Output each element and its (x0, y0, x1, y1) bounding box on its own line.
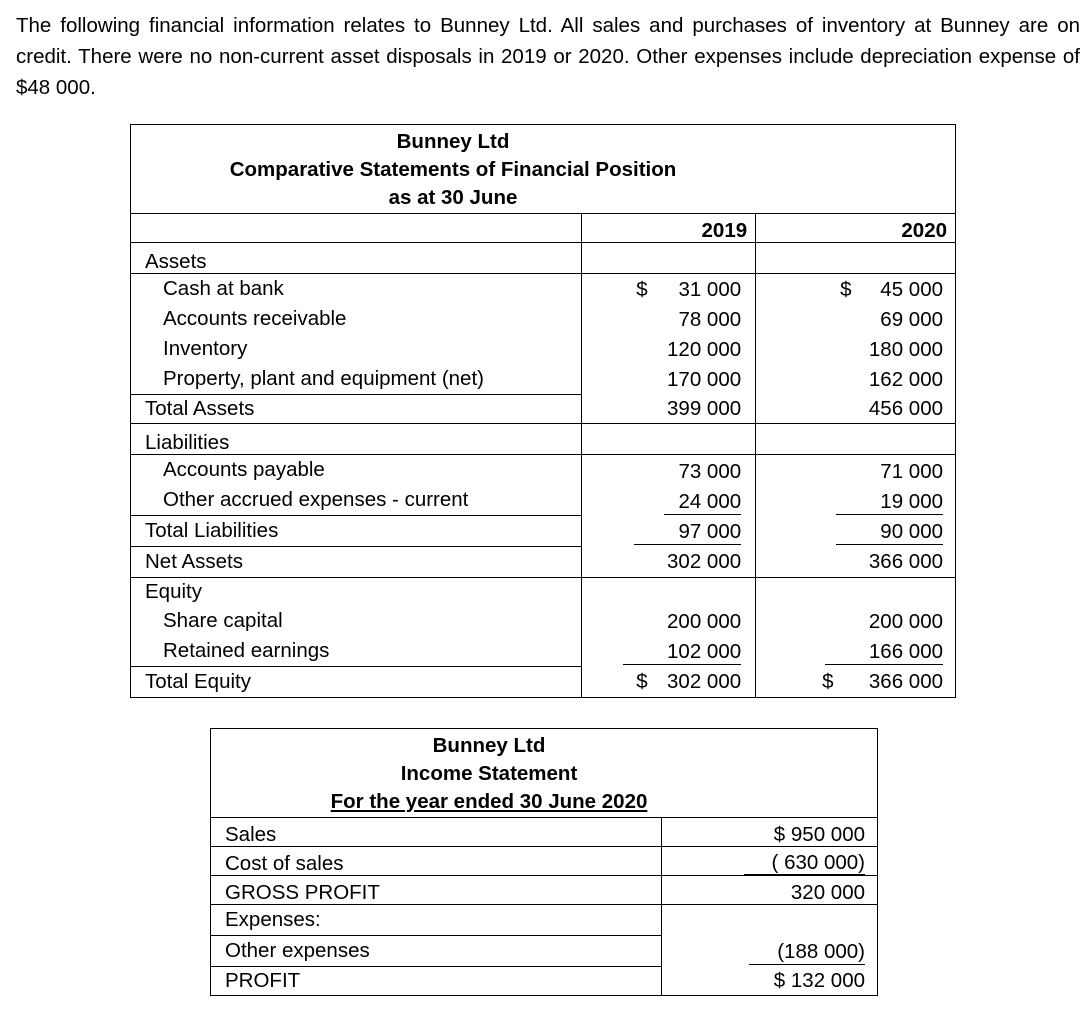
row-label: PROFIT (225, 969, 301, 992)
header-2019: 2019 (582, 214, 756, 243)
value-cell: 180 000 (868, 338, 943, 361)
value-cell: 19 000 (836, 490, 943, 515)
value-cell: 366 000 (868, 550, 943, 573)
equity-heading: Equity (145, 580, 202, 603)
value-cell: 73 000 (678, 460, 742, 483)
row-label: Cost of sales (211, 847, 662, 876)
value-cell: ( 630 000) (744, 852, 865, 875)
currency-symbol: $ (822, 670, 834, 693)
sfp-title: Comparative Statements of Financial Position (229, 158, 677, 181)
value-cell: 366 000 (868, 670, 943, 693)
row-label: Accounts receivable (163, 307, 347, 330)
value-cell: 200 000 (667, 610, 742, 633)
row-label: Net Assets (145, 550, 243, 573)
value-cell: $ 132 000 (773, 969, 865, 992)
header-2020: 2020 (756, 214, 956, 243)
currency-symbol: $ (840, 278, 852, 301)
value-cell: 45 000 (880, 278, 943, 301)
row-label: Total Assets (145, 397, 255, 420)
value-cell: 31 000 (678, 278, 742, 301)
income-statement (210, 728, 878, 996)
value-cell: 97 000 (634, 520, 741, 545)
value-cell: 24 000 (664, 490, 741, 515)
value-cell: 302 000 (667, 550, 742, 573)
row-label: Total Equity (145, 670, 251, 693)
is-title-block (211, 729, 878, 818)
is-company: Bunney Ltd (432, 734, 546, 757)
row-label: Share capital (163, 609, 283, 632)
row-label: Sales (211, 818, 662, 847)
assets-heading: Assets (131, 243, 582, 274)
value-cell: $ 950 000 (662, 818, 878, 847)
row-label: Expenses: (211, 905, 661, 936)
row-label: Other expenses (211, 936, 661, 967)
row-label: GROSS PROFIT (211, 876, 662, 905)
sfp-company: Bunney Ltd (396, 130, 510, 153)
value-cell: 71 000 (880, 460, 943, 483)
value-cell: 320 000 (662, 876, 878, 905)
value-cell: 456 000 (868, 397, 943, 420)
row-label: Accounts payable (163, 458, 325, 481)
liabilities-heading: Liabilities (131, 424, 582, 455)
row-label: Other accrued expenses - current (131, 485, 581, 516)
currency-symbol: $ (636, 278, 648, 301)
value-cell: 102 000 (623, 640, 741, 665)
value-cell: 90 000 (836, 520, 943, 545)
value-cell: 166 000 (825, 640, 943, 665)
row-label: Cash at bank (163, 277, 284, 300)
value-cell: 162 000 (868, 368, 943, 391)
is-period: For the year ended 30 June 2020 (330, 790, 648, 813)
value-cell: 78 000 (678, 308, 742, 331)
currency-symbol: $ (636, 670, 648, 693)
row-label: Property, plant and equipment (net) (131, 364, 581, 395)
header-blank (131, 214, 582, 243)
value-cell: 200 000 (868, 610, 943, 633)
value-cell: 69 000 (880, 308, 943, 331)
row-label: Inventory (163, 337, 248, 360)
value-cell: 120 000 (667, 338, 742, 361)
sfp-date: as at 30 June (388, 186, 518, 209)
value-cell: 399 000 (667, 397, 742, 420)
row-label: Total Liabilities (131, 516, 581, 547)
sfp-title-block (131, 125, 956, 214)
value-cell: 170 000 (667, 368, 742, 391)
statement-of-financial-position (130, 124, 956, 698)
intro-paragraph: The following financial information relates to Bunney Ltd. All sales and purchases of inventory at Bunney are on credit. There were no non-current asset disposals in 2019 or 2020. Other expenses include depreciation expense of $48 000. (16, 14, 1080, 99)
value-cell: 302 000 (667, 670, 742, 693)
value-cell: (188 000) (749, 940, 865, 965)
row-label: Retained earnings (131, 636, 581, 667)
is-title: Income Statement (400, 762, 578, 785)
